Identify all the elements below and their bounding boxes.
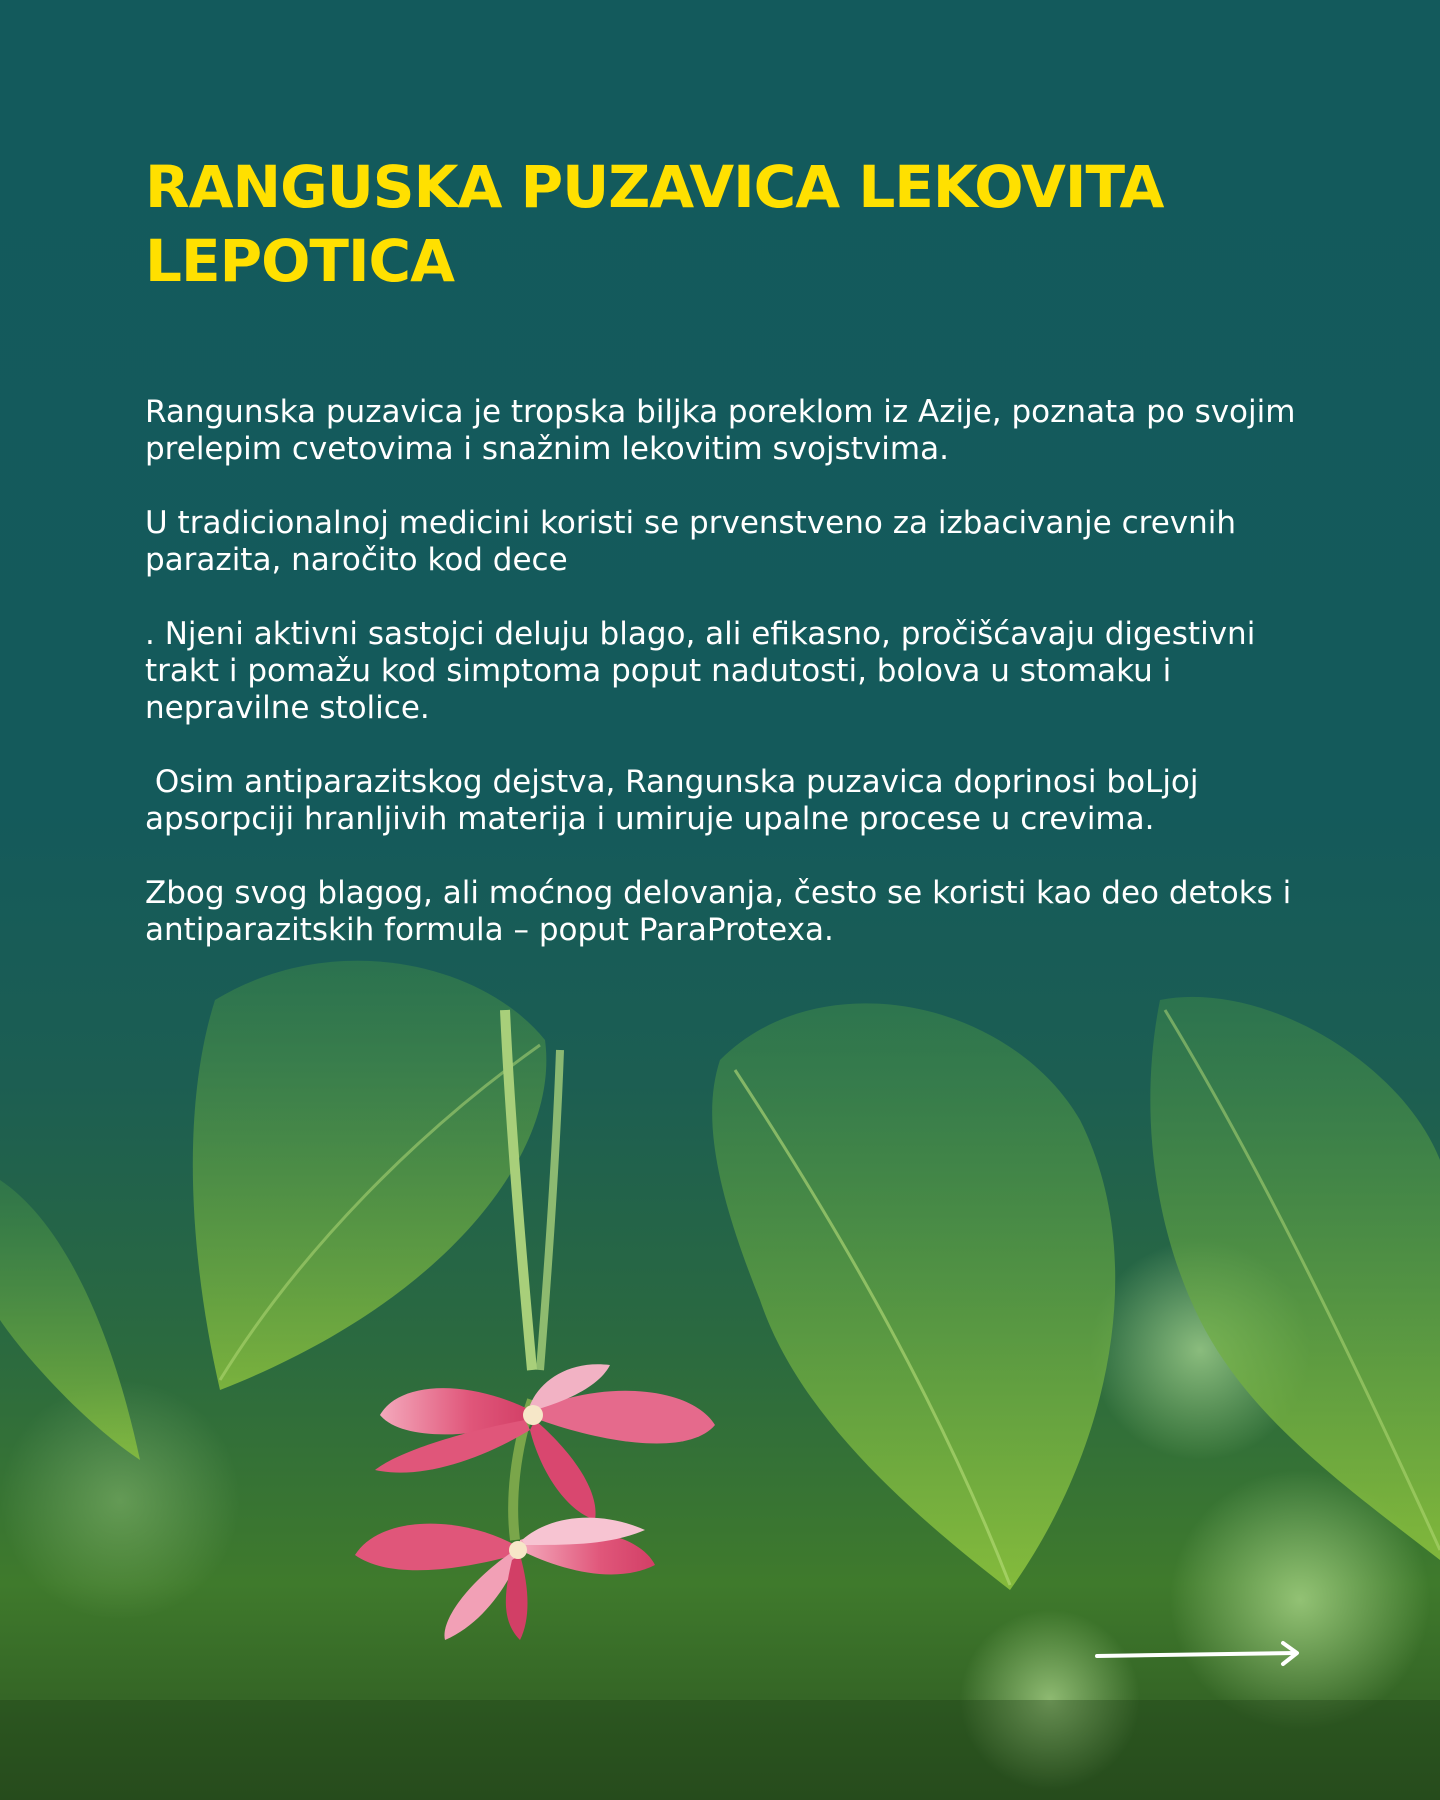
arrow-right-icon[interactable] bbox=[1095, 1640, 1305, 1670]
description bbox=[145, 394, 1305, 949]
paragraph: Rangunska puzavica je tropska biljka poreklom iz Azije, poznata po svojim prelepim cvetovima i snažnim lekovitim svojstvima. bbox=[145, 394, 1306, 467]
paragraph: Zbog svog blagog, ali moćnog delovanja, često se koristi kao deo detoks i antiparazitskih formula – poput ParaProtexa. bbox=[145, 875, 1302, 948]
text-content bbox=[145, 150, 1305, 986]
leaf-center-left bbox=[193, 961, 547, 1390]
flower-upper bbox=[375, 1364, 715, 1520]
paragraph: U tradicionalnoj medicini koristi se prvenstveno za izbacivanje crevnih parazita, naročito kod dece bbox=[145, 505, 1246, 578]
flower-lower bbox=[355, 1518, 655, 1640]
page-title: RANGUSKA PUZAVICA LEKOVITA LEPOTICA bbox=[145, 153, 1164, 295]
leaf-center-right bbox=[712, 1003, 1115, 1590]
paragraph: Osim antiparazitskog dejstva, Rangunska puzavica doprinosi boLjoj apsorpciji hranljivih materija i umiruje upalne procese u crevima. bbox=[145, 764, 1209, 837]
paragraph: . Njeni aktivni sastojci deluju blago, ali efikasno, pročišćavaju digestivni trakt i pomažu kod simptoma poput nadutosti, bolova u stomaku i nepravilne stolice. bbox=[145, 616, 1266, 726]
